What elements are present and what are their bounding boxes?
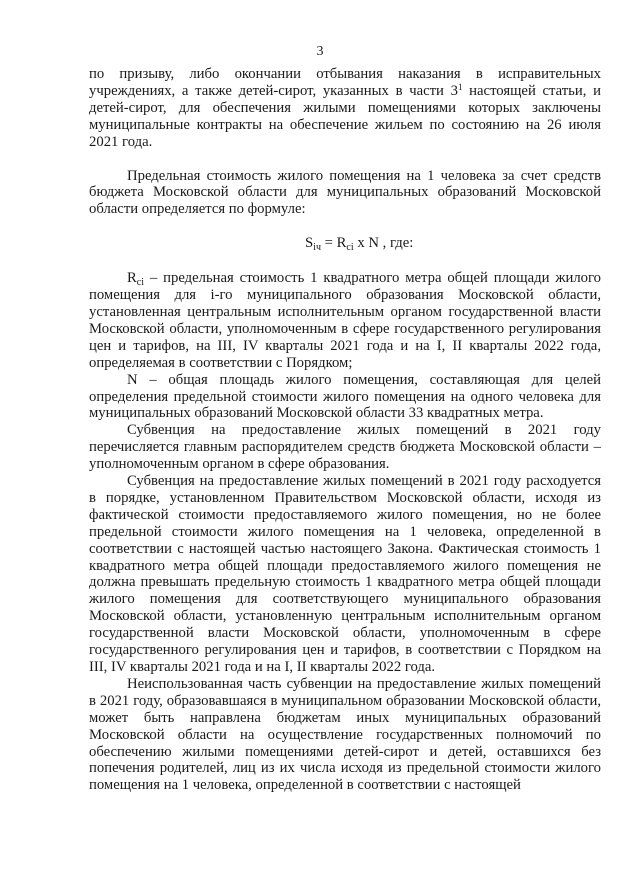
formula-text: x N , где: xyxy=(353,235,414,252)
formula xyxy=(89,235,601,252)
superscript: 1 xyxy=(457,81,463,92)
paragraph-subvention-spending: Субвенция на предоставление жилых помещений в 2021 году расходуется в порядке, установленном Правительством Московской области, исходя из фактической стоимости предоставляемого жилого помещения, но не более предельной стоимости жилого помещения на 1 человека, определенной в соответствии с настоящей частью настоящего Закона. Фактическая стоимость 1 квадратного метра общей площади предоставляемого жилого помещения не должна превышать предельную стоимость 1 квадратного метра общей площади жилого помещения для соответствующего муниципального образования Московской области, установленную центральным исполнительным органом государственной власти Московской области, уполномоченным в сфере государственного регулирования цен и тарифов, в соответствии с Порядком на III, IV кварталы 2021 года и на I, II кварталы 2022 года. xyxy=(89,473,601,675)
page-number: 3 xyxy=(316,44,324,59)
paragraph-subvention-transfer: Субвенция на предоставление жилых помещений в 2021 году перечисляется главным распорядителем средств бюджета Московской области – уполномоченным органом в сфере образования. xyxy=(89,422,601,473)
formula-subscript: ci xyxy=(136,277,145,289)
formula-symbol: R xyxy=(127,270,137,287)
paragraph-text: настоящей статьи, и детей-сирот, для обеспечения жилыми помещениями которых заключены муниципальные контракты на обеспечение жильем по состоянию на 26 июля 2021 года. xyxy=(89,82,601,150)
paragraph-n-definition: N – общая площадь жилого помещения, составляющая для целей определения предельной стоимости жилого помещения на одного человека для муниципальных образований Московской области 33 квадратных метра. xyxy=(89,371,601,422)
paragraph-unused-subvention: Неиспользованная часть субвенции на предоставление жилых помещений в 2021 году, образовавшаяся в муниципальном образовании Московской области, может быть направлена бюджетам иных муниципальных образований Московской области на осуществление государственных полномочий по обеспечению жилыми помещениями детей-сирот и детей, оставшихся без попечения родителей, лиц из их числа исходя из предельной стоимости жилого помещения на 1 человека, определенной в соответствии с настоящей xyxy=(89,675,601,794)
formula-subscript: ci xyxy=(346,242,354,254)
paragraph-rci-definition xyxy=(89,270,601,371)
formula-text: = R xyxy=(320,235,347,252)
paragraph-continuation xyxy=(89,66,601,151)
paragraph-price-limit: Предельная стоимость жилого помещения на 1 человека за счет средств бюджета Московской области для муниципальных образований Московской области определяется по формуле: xyxy=(89,167,601,218)
formula-symbol: S xyxy=(305,235,314,252)
paragraph-text: – предельная стоимость 1 квадратного метра общей площади жилого помещения для i-го муниципального образования Московской области, установленная центральным исполнительным органом государственной власти Московской области, уполномоченным в сфере государственного регулирования цен и тарифов, на III, IV кварталы 2021 года и на I, II кварталы 2022 года, определяемая в соответствии с Порядком; xyxy=(89,270,601,371)
formula-subscript: iч xyxy=(313,242,321,254)
document-body xyxy=(89,66,601,794)
paragraph-text: по призыву, либо окончании отбывания наказания в исправительных учреждениях, а также детей-сирот, указанных в части 3 xyxy=(89,66,601,99)
